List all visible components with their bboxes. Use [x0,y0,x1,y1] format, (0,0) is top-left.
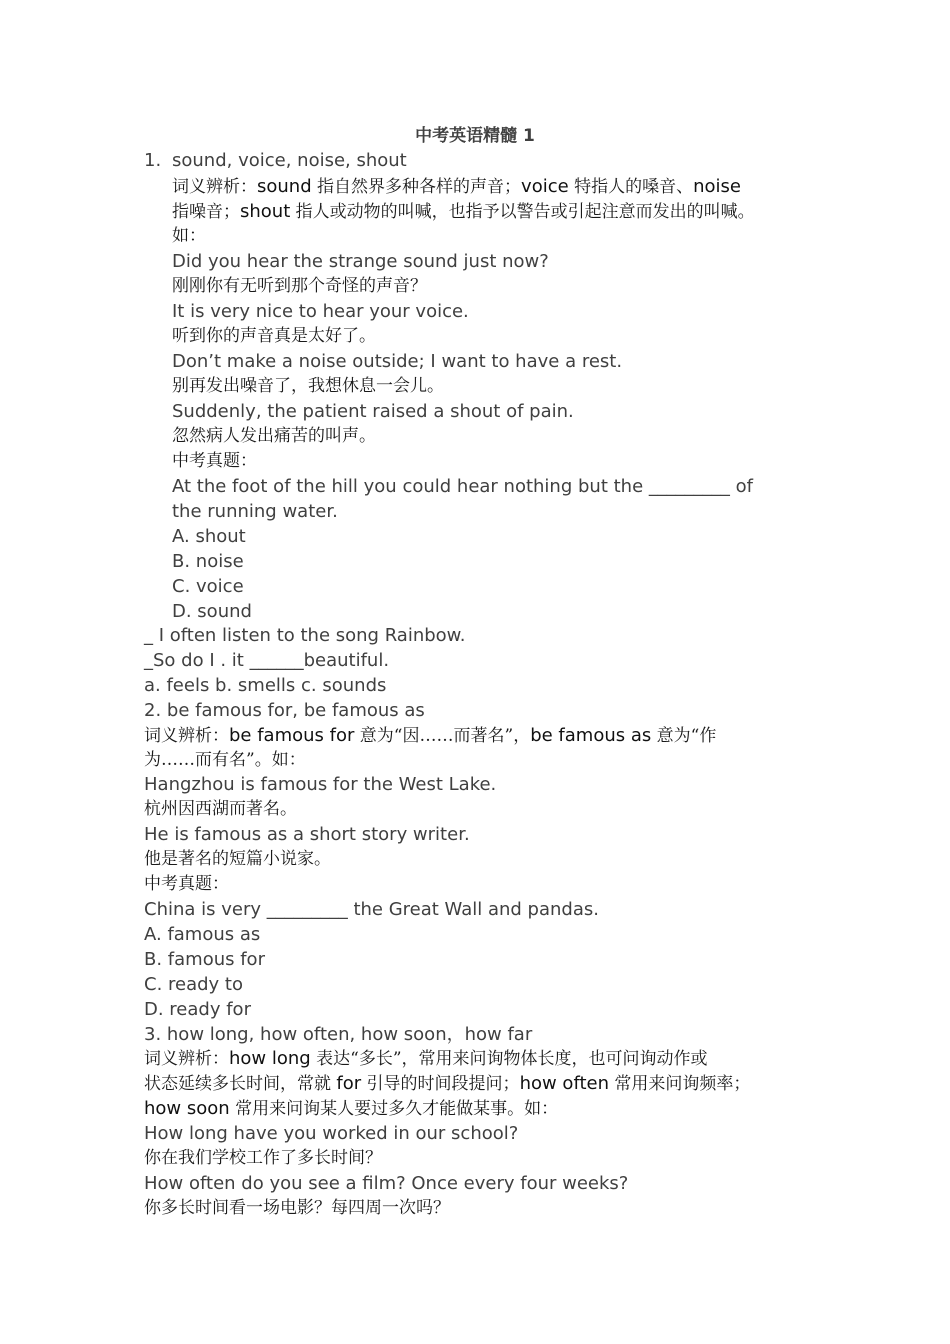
exam-question: China is very _________ the Great Wall and pandas. [144,899,599,920]
page-title: 中考英语精髓 1 [415,126,535,146]
option: B. famous for [144,949,265,970]
option: A. famous as [144,924,261,945]
example-en: How long have you worked in our school? [144,1123,519,1144]
section1-explain-line3: 如： [172,226,206,246]
section2-explain-line1: 词义辨析：be famous for 意为“因……而著名”，be famous as 意为“作 [144,725,717,746]
section2-heading: 2. be famous for, be famous as [144,700,425,721]
example-en: How often do you see a film? Once every four weeks? [144,1173,629,1194]
section2-explain-line2: 为……而有名”。如： [144,750,306,770]
example-cn: 杭州因西湖而著名。 [144,799,297,819]
option: D. sound [172,601,252,622]
example-cn: 忽然病人发出痛苦的叫声。 [172,426,376,446]
extra-options-line: a. feels b. smells c. sounds [144,675,387,696]
section3-heading: 3. how long, how often, how soon，how far [144,1024,533,1045]
example-en: It is very nice to hear your voice. [172,301,469,322]
section3-explain-line2: 状态延续多长时间，常就 for 引导的时间段提问；how often 常用来问询频率； [144,1073,751,1094]
option: A. shout [172,526,246,547]
option: C. voice [172,576,244,597]
extra-dialog-line: _So do I . it ______beautiful. [144,650,390,671]
example-cn: 刚刚你有无听到那个奇怪的声音？ [172,276,427,296]
option: B. noise [172,551,244,572]
example-en: Don’t make a noise outside; I want to have a rest. [172,351,623,372]
exam-label: 中考真题： [144,874,229,894]
example-en: Hangzhou is famous for the West Lake. [144,774,497,795]
section1-title: sound, voice, noise, shout [172,150,407,171]
option: D. ready for [144,999,251,1020]
section3-explain-line1: 词义辨析：how long 表达“多长”，常用来问询物体长度，也可问询动作或 [144,1048,708,1069]
section3-explain-line3: how soon 常用来问询某人要过多久才能做某事。如： [144,1098,559,1119]
option: C. ready to [144,974,243,995]
example-cn: 他是著名的短篇小说家。 [144,849,331,869]
example-en: Did you hear the strange sound just now? [172,251,549,272]
example-cn: 你多长时间看一场电影？每四周一次吗？ [144,1198,450,1218]
example-cn: 你在我们学校工作了多长时间？ [144,1148,382,1168]
example-cn: 听到你的声音真是太好了。 [172,326,376,346]
section1-explain-line1: 词义辨析：sound 指自然界多种各样的声音；voice 特指人的嗓音、noise [172,176,741,197]
example-en: He is famous as a short story writer. [144,824,470,845]
exam-question-line1: At the foot of the hill you could hear nothing but the _________ of [172,476,753,497]
example-cn: 别再发出噪音了，我想休息一会儿。 [172,376,444,396]
section1-explain-line2: 指噪音；shout 指人或动物的叫喊，也指予以警告或引起注意而发出的叫喊。 [172,201,755,222]
example-en: Suddenly, the patient raised a shout of pain. [172,401,574,422]
exam-question-line2: the running water. [172,501,338,522]
section1-number: 1. [144,150,162,171]
exam-label: 中考真题： [172,451,257,471]
extra-dialog-line: _ I often listen to the song Rainbow. [144,625,466,646]
section1-heading [144,148,407,173]
